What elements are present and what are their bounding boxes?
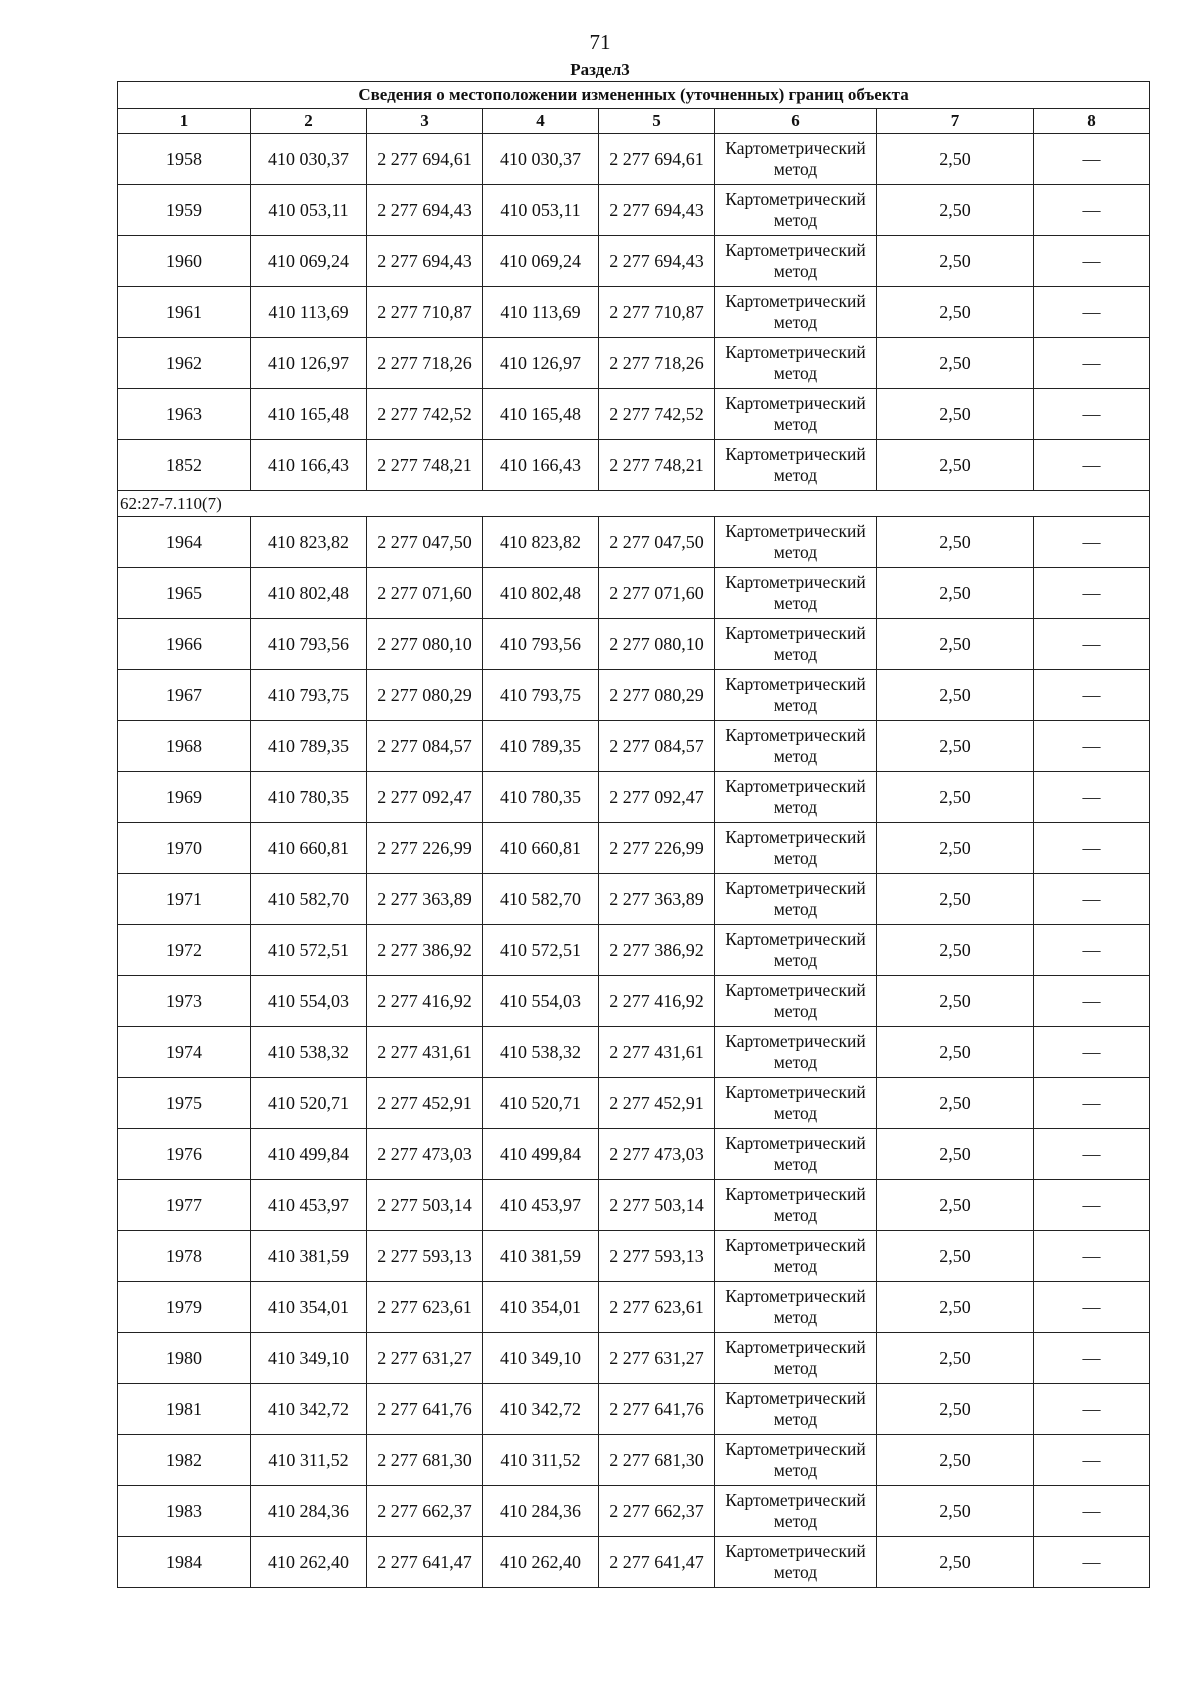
x-refined-cell: 410 453,97 — [483, 1180, 599, 1231]
accuracy-cell: 2,50 — [877, 1333, 1034, 1384]
table-caption: Сведения о местоположении измененных (уточненных) границ объекта — [118, 82, 1150, 109]
y-refined-cell: 2 277 662,37 — [599, 1486, 715, 1537]
y-refined-cell: 2 277 047,50 — [599, 517, 715, 568]
note-cell: — — [1034, 338, 1150, 389]
x-refined-cell: 410 572,51 — [483, 925, 599, 976]
accuracy-cell: 2,50 — [877, 1486, 1034, 1537]
accuracy-cell: 2,50 — [877, 1231, 1034, 1282]
column-number: 5 — [599, 109, 715, 134]
y-refined-cell: 2 277 084,57 — [599, 721, 715, 772]
point-number-cell: 1964 — [118, 517, 251, 568]
note-cell: — — [1034, 1384, 1150, 1435]
x-refined-cell: 410 354,01 — [483, 1282, 599, 1333]
method-cell: Картометрический метод — [715, 619, 877, 670]
table-row — [118, 568, 1150, 619]
note-cell: — — [1034, 134, 1150, 185]
table-row — [118, 874, 1150, 925]
y-existing-cell: 2 277 047,50 — [367, 517, 483, 568]
boundary-coordinates-table — [117, 81, 1150, 1588]
y-refined-cell: 2 277 080,29 — [599, 670, 715, 721]
y-refined-cell: 2 277 694,43 — [599, 185, 715, 236]
x-refined-cell: 410 793,75 — [483, 670, 599, 721]
accuracy-cell: 2,50 — [877, 1384, 1034, 1435]
method-cell: Картометрический метод — [715, 185, 877, 236]
note-cell: — — [1034, 389, 1150, 440]
method-cell: Картометрический метод — [715, 976, 877, 1027]
method-cell: Картометрический метод — [715, 1333, 877, 1384]
table-row — [118, 976, 1150, 1027]
y-existing-cell: 2 277 631,27 — [367, 1333, 483, 1384]
table-row — [118, 236, 1150, 287]
note-cell: — — [1034, 976, 1150, 1027]
point-number-cell: 1962 — [118, 338, 251, 389]
note-cell: — — [1034, 1180, 1150, 1231]
note-cell: — — [1034, 1078, 1150, 1129]
column-number: 3 — [367, 109, 483, 134]
y-existing-cell: 2 277 226,99 — [367, 823, 483, 874]
x-refined-cell: 410 349,10 — [483, 1333, 599, 1384]
accuracy-cell: 2,50 — [877, 134, 1034, 185]
y-refined-cell: 2 277 226,99 — [599, 823, 715, 874]
x-existing-cell: 410 342,72 — [251, 1384, 367, 1435]
method-cell: Картометрический метод — [715, 1129, 877, 1180]
y-existing-cell: 2 277 623,61 — [367, 1282, 483, 1333]
note-cell: — — [1034, 1537, 1150, 1588]
method-cell: Картометрический метод — [715, 389, 877, 440]
column-number: 2 — [251, 109, 367, 134]
method-cell: Картометрический метод — [715, 440, 877, 491]
section-title: Раздел3 — [570, 60, 630, 79]
y-existing-cell: 2 277 071,60 — [367, 568, 483, 619]
x-refined-cell: 410 030,37 — [483, 134, 599, 185]
table-row — [118, 185, 1150, 236]
x-existing-cell: 410 381,59 — [251, 1231, 367, 1282]
x-refined-cell: 410 165,48 — [483, 389, 599, 440]
accuracy-cell: 2,50 — [877, 1435, 1034, 1486]
y-refined-cell: 2 277 641,76 — [599, 1384, 715, 1435]
table-row — [118, 1129, 1150, 1180]
table-row — [118, 1078, 1150, 1129]
note-cell: — — [1034, 925, 1150, 976]
x-refined-cell: 410 311,52 — [483, 1435, 599, 1486]
table-row — [118, 721, 1150, 772]
x-existing-cell: 410 354,01 — [251, 1282, 367, 1333]
method-cell: Картометрический метод — [715, 1537, 877, 1588]
note-cell: — — [1034, 721, 1150, 772]
y-refined-cell: 2 277 623,61 — [599, 1282, 715, 1333]
point-number-cell: 1978 — [118, 1231, 251, 1282]
y-existing-cell: 2 277 710,87 — [367, 287, 483, 338]
x-existing-cell: 410 572,51 — [251, 925, 367, 976]
point-number-cell: 1963 — [118, 389, 251, 440]
method-cell: Картометрический метод — [715, 874, 877, 925]
point-number-cell: 1959 — [118, 185, 251, 236]
y-existing-cell: 2 277 593,13 — [367, 1231, 483, 1282]
note-cell: — — [1034, 287, 1150, 338]
method-cell: Картометрический метод — [715, 568, 877, 619]
note-cell: — — [1034, 874, 1150, 925]
accuracy-cell: 2,50 — [877, 874, 1034, 925]
method-cell: Картометрический метод — [715, 721, 877, 772]
method-cell: Картометрический метод — [715, 134, 877, 185]
y-existing-cell: 2 277 084,57 — [367, 721, 483, 772]
method-cell: Картометрический метод — [715, 925, 877, 976]
table-row — [118, 287, 1150, 338]
y-existing-cell: 2 277 742,52 — [367, 389, 483, 440]
x-refined-cell: 410 520,71 — [483, 1078, 599, 1129]
parcel-group-row — [118, 491, 1150, 517]
method-cell: Картометрический метод — [715, 670, 877, 721]
table-row — [118, 1027, 1150, 1078]
y-refined-cell: 2 277 710,87 — [599, 287, 715, 338]
table-row — [118, 670, 1150, 721]
note-cell: — — [1034, 440, 1150, 491]
x-existing-cell: 410 166,43 — [251, 440, 367, 491]
column-number: 4 — [483, 109, 599, 134]
note-cell: — — [1034, 1333, 1150, 1384]
x-existing-cell: 410 793,75 — [251, 670, 367, 721]
x-existing-cell: 410 499,84 — [251, 1129, 367, 1180]
x-existing-cell: 410 349,10 — [251, 1333, 367, 1384]
x-refined-cell: 410 660,81 — [483, 823, 599, 874]
x-refined-cell: 410 823,82 — [483, 517, 599, 568]
method-cell: Картометрический метод — [715, 1282, 877, 1333]
method-cell: Картометрический метод — [715, 1027, 877, 1078]
note-cell: — — [1034, 568, 1150, 619]
accuracy-cell: 2,50 — [877, 1537, 1034, 1588]
y-refined-cell: 2 277 092,47 — [599, 772, 715, 823]
method-cell: Картометрический метод — [715, 287, 877, 338]
x-refined-cell: 410 284,36 — [483, 1486, 599, 1537]
note-cell: — — [1034, 1282, 1150, 1333]
table-row — [118, 619, 1150, 670]
x-existing-cell: 410 538,32 — [251, 1027, 367, 1078]
point-number-cell: 1972 — [118, 925, 251, 976]
table-row — [118, 517, 1150, 568]
x-existing-cell: 410 284,36 — [251, 1486, 367, 1537]
y-existing-cell: 2 277 386,92 — [367, 925, 483, 976]
x-existing-cell: 410 053,11 — [251, 185, 367, 236]
point-number-cell: 1961 — [118, 287, 251, 338]
y-existing-cell: 2 277 694,43 — [367, 185, 483, 236]
x-existing-cell: 410 113,69 — [251, 287, 367, 338]
column-number: 8 — [1034, 109, 1150, 134]
y-existing-cell: 2 277 641,47 — [367, 1537, 483, 1588]
point-number-cell: 1967 — [118, 670, 251, 721]
y-existing-cell: 2 277 431,61 — [367, 1027, 483, 1078]
note-cell: — — [1034, 1486, 1150, 1537]
x-refined-cell: 410 069,24 — [483, 236, 599, 287]
accuracy-cell: 2,50 — [877, 236, 1034, 287]
accuracy-cell: 2,50 — [877, 823, 1034, 874]
point-number-cell: 1984 — [118, 1537, 251, 1588]
table-row — [118, 389, 1150, 440]
x-existing-cell: 410 165,48 — [251, 389, 367, 440]
x-refined-cell: 410 793,56 — [483, 619, 599, 670]
point-number-cell: 1852 — [118, 440, 251, 491]
x-refined-cell: 410 789,35 — [483, 721, 599, 772]
method-cell: Картометрический метод — [715, 1486, 877, 1537]
x-existing-cell: 410 660,81 — [251, 823, 367, 874]
y-refined-cell: 2 277 681,30 — [599, 1435, 715, 1486]
x-refined-cell: 410 780,35 — [483, 772, 599, 823]
point-number-cell: 1975 — [118, 1078, 251, 1129]
x-refined-cell: 410 554,03 — [483, 976, 599, 1027]
x-existing-cell: 410 069,24 — [251, 236, 367, 287]
y-existing-cell: 2 277 503,14 — [367, 1180, 483, 1231]
column-number: 1 — [118, 109, 251, 134]
accuracy-cell: 2,50 — [877, 287, 1034, 338]
table-row — [118, 1333, 1150, 1384]
table-row — [118, 1180, 1150, 1231]
y-refined-cell: 2 277 473,03 — [599, 1129, 715, 1180]
x-refined-cell: 410 262,40 — [483, 1537, 599, 1588]
accuracy-cell: 2,50 — [877, 1180, 1034, 1231]
y-existing-cell: 2 277 080,10 — [367, 619, 483, 670]
y-existing-cell: 2 277 681,30 — [367, 1435, 483, 1486]
point-number-cell: 1982 — [118, 1435, 251, 1486]
accuracy-cell: 2,50 — [877, 440, 1034, 491]
point-number-cell: 1970 — [118, 823, 251, 874]
x-refined-cell: 410 126,97 — [483, 338, 599, 389]
y-existing-cell: 2 277 694,43 — [367, 236, 483, 287]
y-refined-cell: 2 277 503,14 — [599, 1180, 715, 1231]
point-number-cell: 1968 — [118, 721, 251, 772]
x-existing-cell: 410 262,40 — [251, 1537, 367, 1588]
y-refined-cell: 2 277 694,61 — [599, 134, 715, 185]
table-row — [118, 772, 1150, 823]
column-number: 7 — [877, 109, 1034, 134]
accuracy-cell: 2,50 — [877, 389, 1034, 440]
accuracy-cell: 2,50 — [877, 619, 1034, 670]
method-cell: Картометрический метод — [715, 236, 877, 287]
y-refined-cell: 2 277 748,21 — [599, 440, 715, 491]
method-cell: Картометрический метод — [715, 338, 877, 389]
point-number-cell: 1969 — [118, 772, 251, 823]
y-existing-cell: 2 277 748,21 — [367, 440, 483, 491]
y-refined-cell: 2 277 416,92 — [599, 976, 715, 1027]
y-existing-cell: 2 277 452,91 — [367, 1078, 483, 1129]
x-existing-cell: 410 554,03 — [251, 976, 367, 1027]
y-existing-cell: 2 277 641,76 — [367, 1384, 483, 1435]
note-cell: — — [1034, 772, 1150, 823]
y-refined-cell: 2 277 742,52 — [599, 389, 715, 440]
column-number: 6 — [715, 109, 877, 134]
note-cell: — — [1034, 1129, 1150, 1180]
table-row — [118, 1486, 1150, 1537]
point-number-cell: 1979 — [118, 1282, 251, 1333]
point-number-cell: 1981 — [118, 1384, 251, 1435]
column-number-row — [118, 109, 1150, 134]
y-refined-cell: 2 277 694,43 — [599, 236, 715, 287]
y-refined-cell: 2 277 593,13 — [599, 1231, 715, 1282]
x-refined-cell: 410 342,72 — [483, 1384, 599, 1435]
y-refined-cell: 2 277 080,10 — [599, 619, 715, 670]
method-cell: Картометрический метод — [715, 1180, 877, 1231]
y-existing-cell: 2 277 718,26 — [367, 338, 483, 389]
x-existing-cell: 410 802,48 — [251, 568, 367, 619]
note-cell: — — [1034, 619, 1150, 670]
point-number-cell: 1966 — [118, 619, 251, 670]
point-number-cell: 1965 — [118, 568, 251, 619]
note-cell: — — [1034, 823, 1150, 874]
y-existing-cell: 2 277 694,61 — [367, 134, 483, 185]
table-row — [118, 1435, 1150, 1486]
accuracy-cell: 2,50 — [877, 976, 1034, 1027]
parcel-group-label: 62:27-7.110(7) — [118, 491, 1150, 517]
note-cell: — — [1034, 1027, 1150, 1078]
x-existing-cell: 410 780,35 — [251, 772, 367, 823]
y-refined-cell: 2 277 386,92 — [599, 925, 715, 976]
method-cell: Картометрический метод — [715, 1231, 877, 1282]
x-existing-cell: 410 582,70 — [251, 874, 367, 925]
accuracy-cell: 2,50 — [877, 1129, 1034, 1180]
y-existing-cell: 2 277 662,37 — [367, 1486, 483, 1537]
x-existing-cell: 410 520,71 — [251, 1078, 367, 1129]
point-number-cell: 1973 — [118, 976, 251, 1027]
table-body — [118, 134, 1150, 1588]
point-number-cell: 1980 — [118, 1333, 251, 1384]
y-existing-cell: 2 277 092,47 — [367, 772, 483, 823]
x-existing-cell: 410 453,97 — [251, 1180, 367, 1231]
point-number-cell: 1983 — [118, 1486, 251, 1537]
x-existing-cell: 410 823,82 — [251, 517, 367, 568]
x-refined-cell: 410 499,84 — [483, 1129, 599, 1180]
accuracy-cell: 2,50 — [877, 925, 1034, 976]
note-cell: — — [1034, 1435, 1150, 1486]
accuracy-cell: 2,50 — [877, 185, 1034, 236]
table-row — [118, 1231, 1150, 1282]
accuracy-cell: 2,50 — [877, 568, 1034, 619]
accuracy-cell: 2,50 — [877, 772, 1034, 823]
x-existing-cell: 410 793,56 — [251, 619, 367, 670]
x-existing-cell: 410 311,52 — [251, 1435, 367, 1486]
note-cell: — — [1034, 185, 1150, 236]
table-row — [118, 1384, 1150, 1435]
table-row — [118, 338, 1150, 389]
accuracy-cell: 2,50 — [877, 670, 1034, 721]
x-refined-cell: 410 538,32 — [483, 1027, 599, 1078]
method-cell: Картометрический метод — [715, 823, 877, 874]
method-cell: Картометрический метод — [715, 772, 877, 823]
x-refined-cell: 410 381,59 — [483, 1231, 599, 1282]
page-number: 71 — [589, 30, 611, 54]
table-row — [118, 1537, 1150, 1588]
x-refined-cell: 410 582,70 — [483, 874, 599, 925]
method-cell: Картометрический метод — [715, 1384, 877, 1435]
accuracy-cell: 2,50 — [877, 1282, 1034, 1333]
table-row — [118, 925, 1150, 976]
y-existing-cell: 2 277 416,92 — [367, 976, 483, 1027]
table-row — [118, 440, 1150, 491]
y-existing-cell: 2 277 473,03 — [367, 1129, 483, 1180]
x-existing-cell: 410 030,37 — [251, 134, 367, 185]
y-existing-cell: 2 277 363,89 — [367, 874, 483, 925]
y-refined-cell: 2 277 718,26 — [599, 338, 715, 389]
y-refined-cell: 2 277 071,60 — [599, 568, 715, 619]
accuracy-cell: 2,50 — [877, 517, 1034, 568]
point-number-cell: 1976 — [118, 1129, 251, 1180]
x-refined-cell: 410 113,69 — [483, 287, 599, 338]
point-number-cell: 1960 — [118, 236, 251, 287]
point-number-cell: 1977 — [118, 1180, 251, 1231]
x-refined-cell: 410 166,43 — [483, 440, 599, 491]
accuracy-cell: 2,50 — [877, 721, 1034, 772]
accuracy-cell: 2,50 — [877, 1027, 1034, 1078]
point-number-cell: 1971 — [118, 874, 251, 925]
note-cell: — — [1034, 1231, 1150, 1282]
accuracy-cell: 2,50 — [877, 338, 1034, 389]
accuracy-cell: 2,50 — [877, 1078, 1034, 1129]
table-row — [118, 823, 1150, 874]
y-refined-cell: 2 277 631,27 — [599, 1333, 715, 1384]
y-existing-cell: 2 277 080,29 — [367, 670, 483, 721]
method-cell: Картометрический метод — [715, 1078, 877, 1129]
point-number-cell: 1958 — [118, 134, 251, 185]
y-refined-cell: 2 277 641,47 — [599, 1537, 715, 1588]
y-refined-cell: 2 277 363,89 — [599, 874, 715, 925]
x-refined-cell: 410 053,11 — [483, 185, 599, 236]
note-cell: — — [1034, 236, 1150, 287]
x-existing-cell: 410 126,97 — [251, 338, 367, 389]
method-cell: Картометрический метод — [715, 517, 877, 568]
table-row — [118, 134, 1150, 185]
y-refined-cell: 2 277 431,61 — [599, 1027, 715, 1078]
x-refined-cell: 410 802,48 — [483, 568, 599, 619]
note-cell: — — [1034, 670, 1150, 721]
x-existing-cell: 410 789,35 — [251, 721, 367, 772]
note-cell: — — [1034, 517, 1150, 568]
point-number-cell: 1974 — [118, 1027, 251, 1078]
method-cell: Картометрический метод — [715, 1435, 877, 1486]
y-refined-cell: 2 277 452,91 — [599, 1078, 715, 1129]
table-row — [118, 1282, 1150, 1333]
